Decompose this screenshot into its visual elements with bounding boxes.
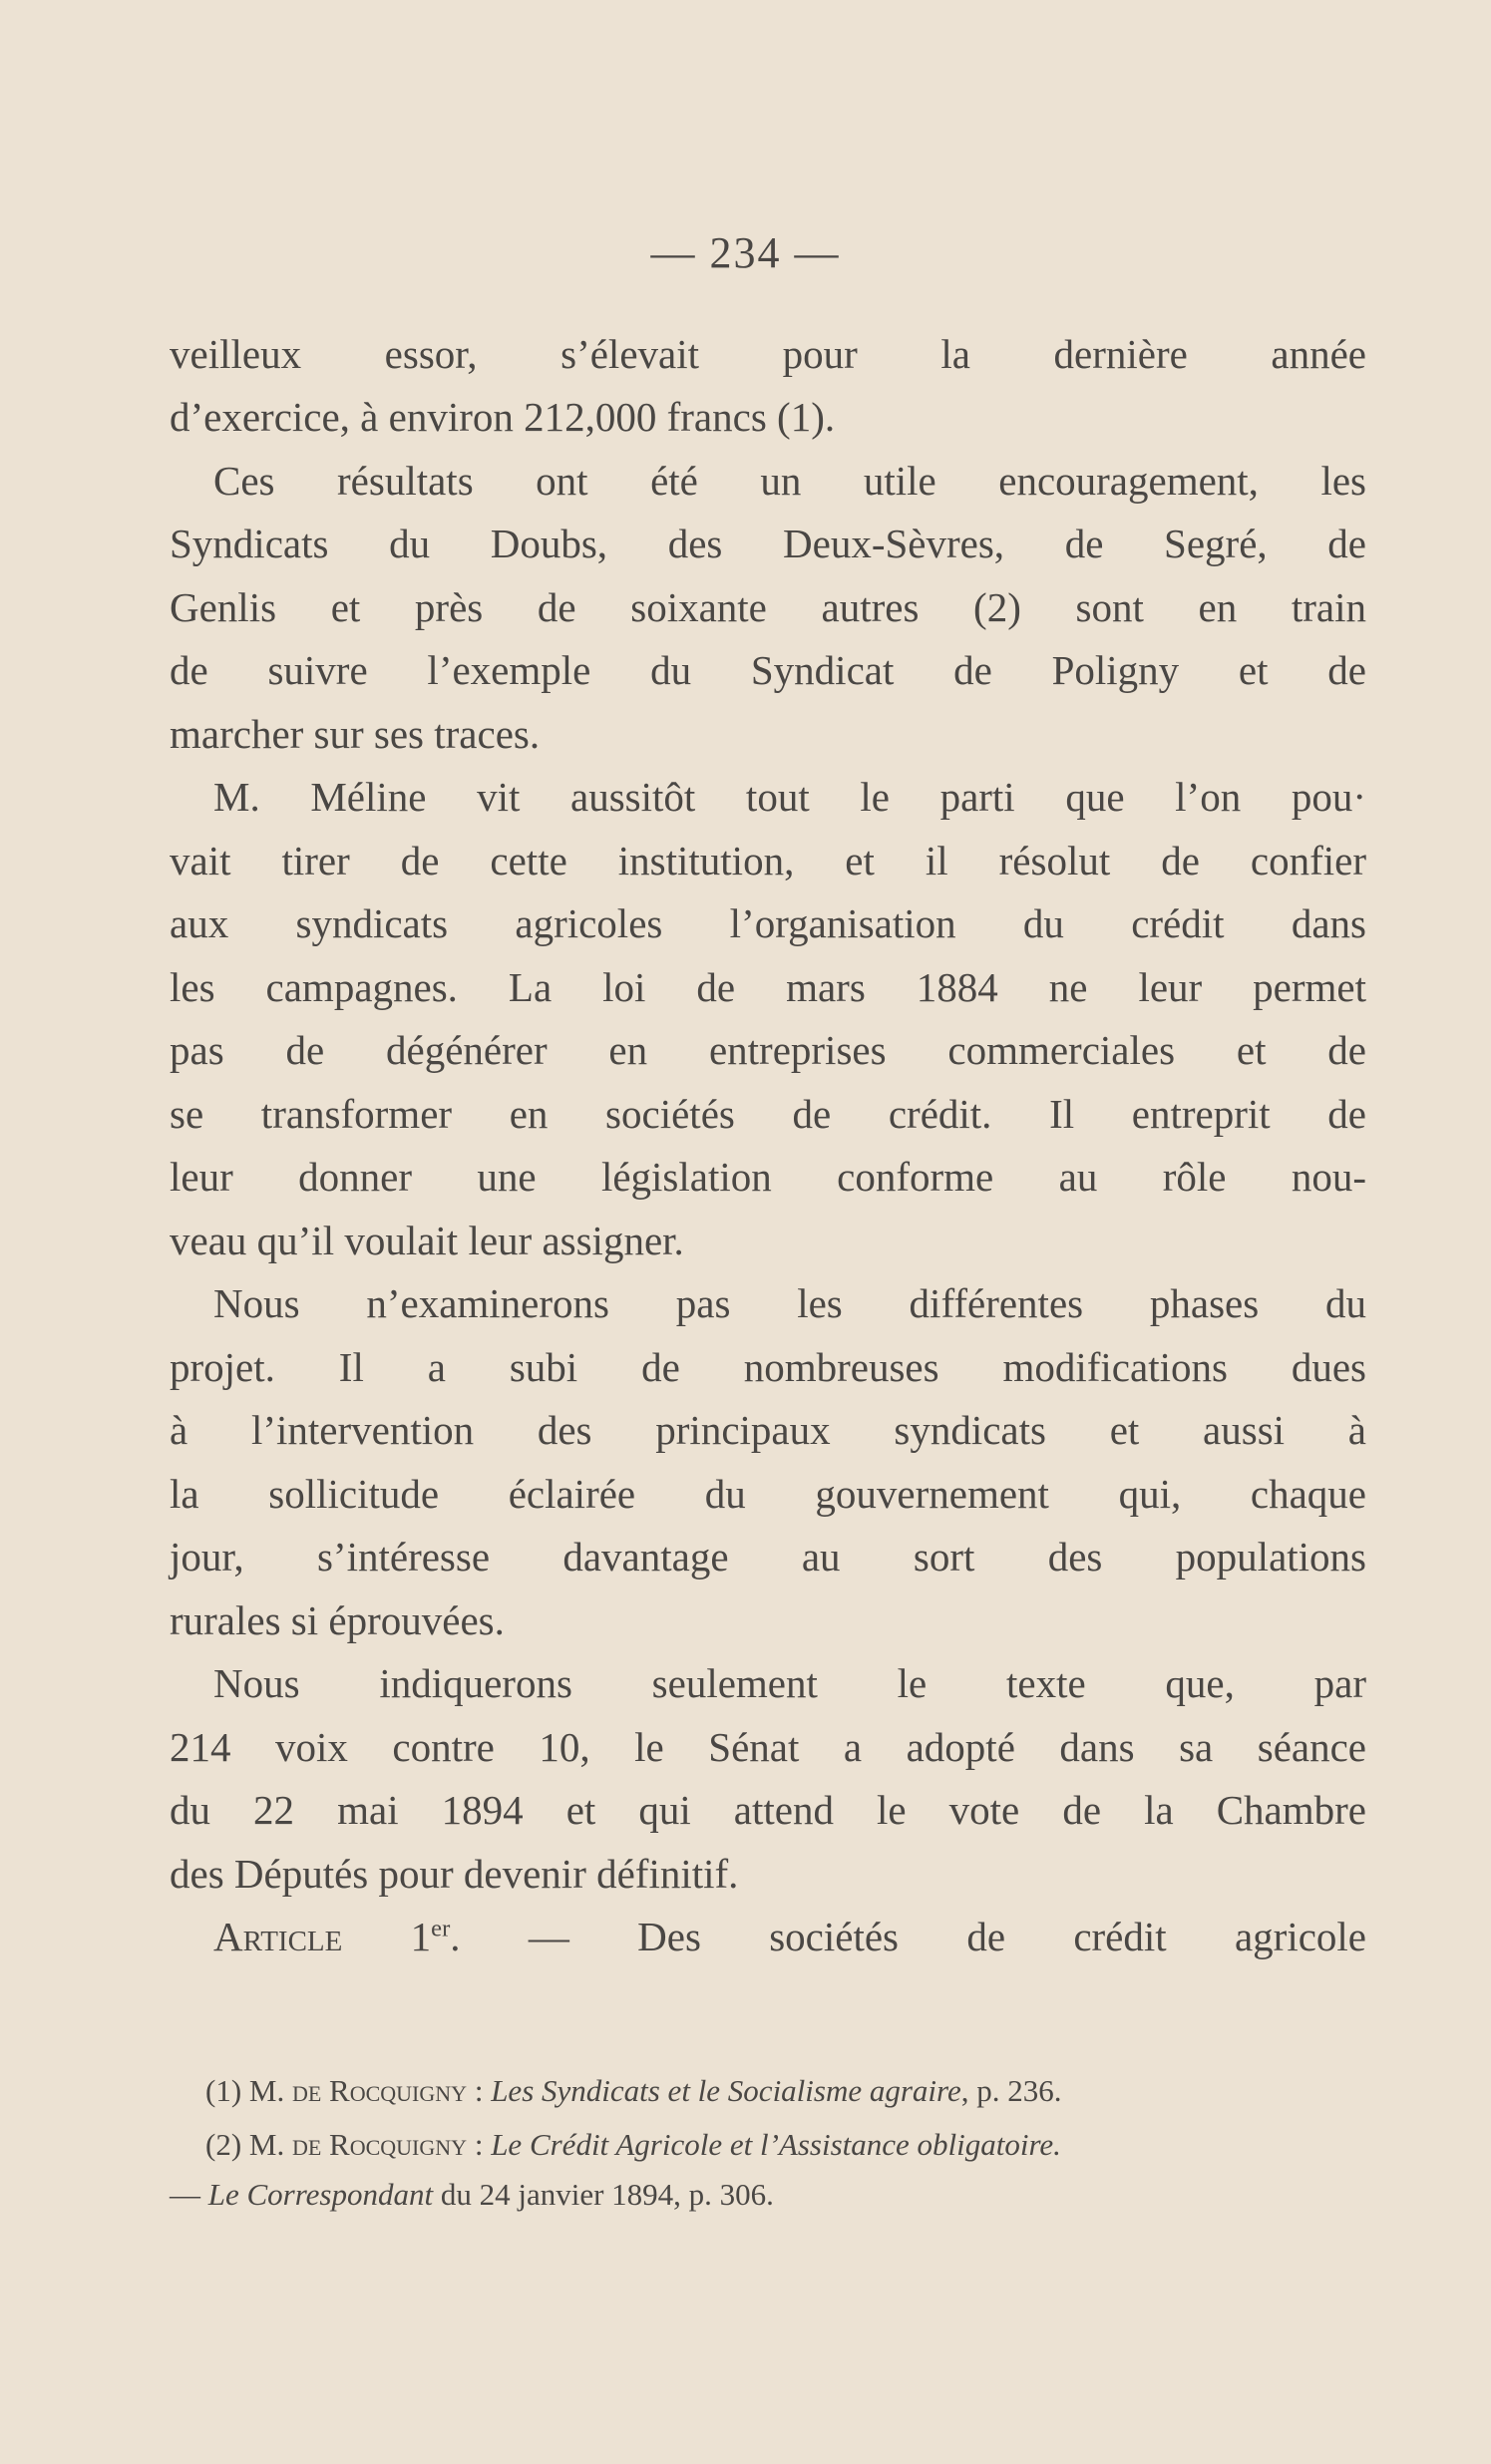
footnote-mark: (1) M. — [205, 2073, 285, 2108]
footnote-mark: (2) M. — [205, 2127, 285, 2162]
work-title: Les Syndicats et le Socialisme agraire — [491, 2073, 961, 2108]
text-line: les campagnes. La loi de mars 1884 ne leur permet — [170, 964, 1366, 1010]
footnote-separator: : — [467, 2073, 492, 2108]
article-label: Article — [213, 1914, 343, 1959]
text-line: du 22 mai 1894 et qui attend le vote de la Chambre — [170, 1787, 1366, 1833]
text-line: jour, s’intéresse davantage au sort des populations — [170, 1534, 1366, 1580]
footnote-dash: — — [170, 2177, 208, 2212]
footnote-2-continued — [170, 2173, 774, 2217]
author-name: Rocquigny — [329, 2127, 468, 2162]
journal-title: Le Correspondant — [207, 2177, 434, 2212]
author-particle: de — [291, 2127, 322, 2162]
author-particle: de — [291, 2073, 322, 2108]
text-line: Genlis et près de soixante autres (2) sont en train — [170, 584, 1366, 630]
text-line: Nous n’examinerons pas les différentes phases du — [213, 1280, 1366, 1326]
text-line: aux syndicats agricoles l’organisation du crédit dans — [170, 900, 1366, 946]
footnote-2 — [205, 2123, 1061, 2167]
text-line: projet. Il a subi de nombreuses modifications dues — [170, 1344, 1366, 1390]
text-line: des Députés pour devenir définitif. — [170, 1851, 739, 1897]
text-line: rurales si éprouvées. — [170, 1597, 505, 1643]
text-line: à l’intervention des principaux syndicats et aussi à — [170, 1407, 1366, 1453]
page-number: — 234 — — [650, 228, 841, 277]
article-text: . — Des sociétés de crédit agricole — [450, 1914, 1366, 1959]
text-line: Nous indiquerons seulement le texte que, par — [213, 1660, 1366, 1706]
text-line: veau qu’il voulait leur assigner. — [170, 1218, 684, 1263]
text-line: de suivre l’exemple du Syndicat de Poligny et de — [170, 647, 1366, 693]
article-superscript: er — [431, 1915, 451, 1942]
text-line: Syndicats du Doubs, des Deux-Sèvres, de Segré, de — [170, 521, 1366, 566]
work-title: Le Crédit Agricole et l’Assistance obligatoire. — [491, 2127, 1061, 2162]
text-line: veilleux essor, s’élevait pour la dernière année — [170, 331, 1366, 377]
article-number: 1 — [410, 1914, 432, 1959]
text-line: se transformer en sociétés de crédit. Il entreprit de — [170, 1091, 1366, 1137]
footnote-separator: : — [467, 2127, 492, 2162]
text-line: M. Méline vit aussitôt tout le parti que l’on pou· — [213, 774, 1366, 820]
text-line: vait tirer de cette institution, et il résolut de confier — [170, 838, 1366, 883]
text-line: 214 voix contre 10, le Sénat a adopté dans sa séance — [170, 1724, 1366, 1770]
text-line: leur donner une législation conforme au rôle nou- — [170, 1154, 1366, 1200]
text-line: d’exercice, à environ 212,000 francs (1). — [170, 394, 836, 440]
footnote-1 — [205, 2069, 1061, 2113]
text-line: Ces résultats ont été un utile encouragement, les — [213, 458, 1366, 504]
author-name: Rocquigny — [329, 2073, 468, 2108]
footnote-page: , p. 236. — [960, 2073, 1062, 2108]
article-heading-line — [213, 1907, 1366, 1966]
text-line: marcher sur ses traces. — [170, 711, 541, 757]
footnote-date: du 24 janvier 1894, p. 306. — [433, 2177, 774, 2212]
text-line: la sollicitude éclairée du gouvernement qui, chaque — [170, 1471, 1366, 1517]
text-line: pas de dégénérer en entreprises commerciales et de — [170, 1027, 1366, 1073]
